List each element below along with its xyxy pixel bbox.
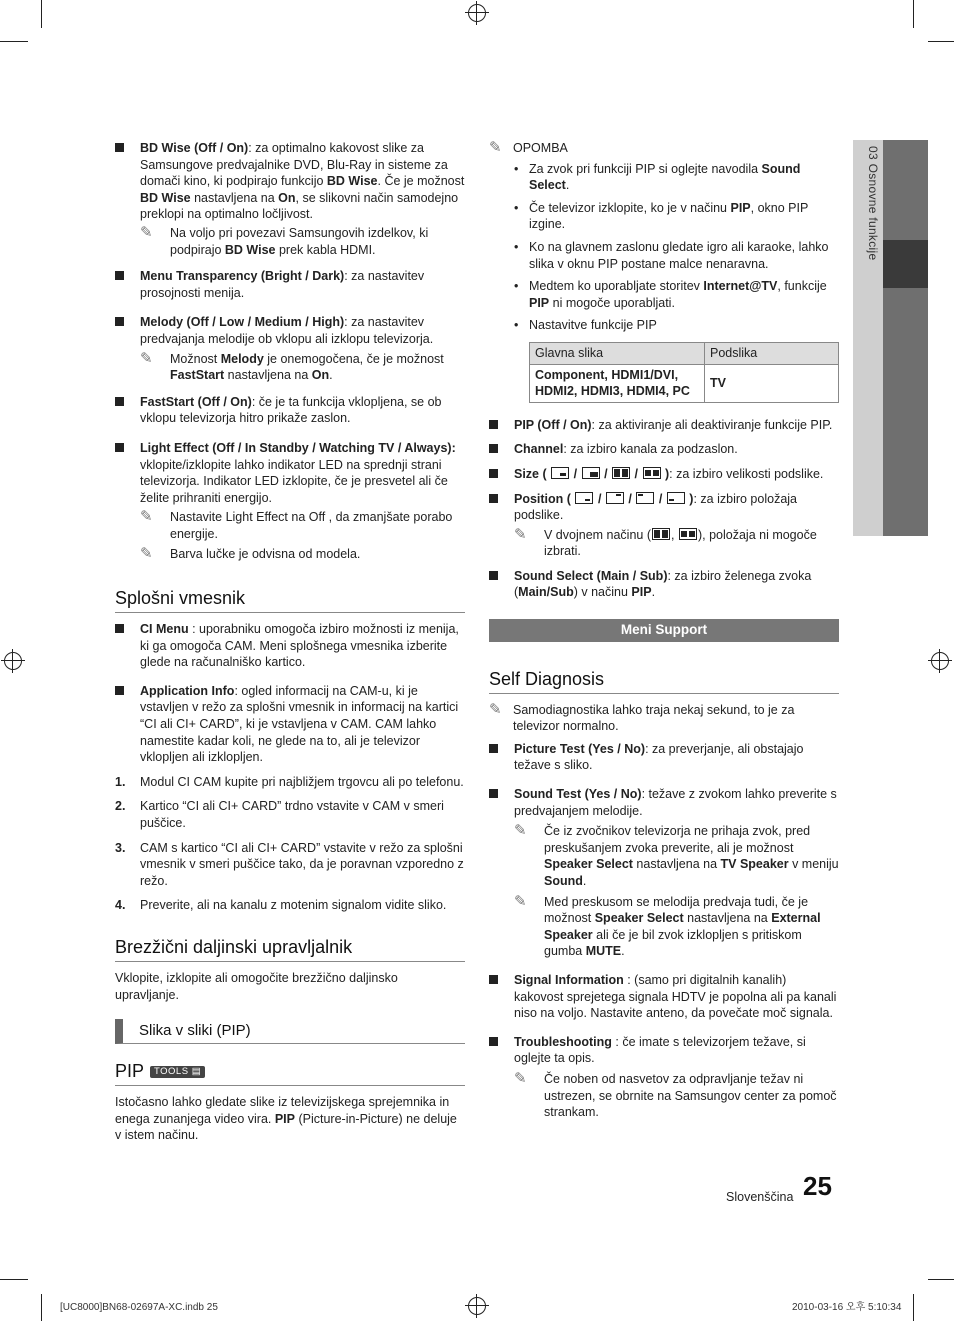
note-pencil-icon: ✎ [514,892,527,910]
pip-large-icon [582,467,600,479]
size-item: Size ( / / / ): za izbiro velikosti podslike. [489,466,839,483]
note-pencil-icon: ✎ [140,508,153,526]
melody-note: ✎ Možnost Melody je onemogočena, če je možnost FastStart nastavljena na On. [140,349,444,383]
bd-wise-item: BD Wise (Off / On): za optimalno kakovost slike za Samsungove predvajalnike DVD, Blu-Ray in sisteme za domači kino, ki podpirajo funkcijo BD Wise. Če je možnost BD Wise nastavljena na On, se slikovni način samodejno preklopi na optimalno ločljivost. [115,140,465,223]
registration-mark-icon [4,652,22,670]
pip-description: Istočasno lahko gledate slike iz televizijskega sprejemnika in enega zunanjega video vira. PIP (Picture-in-Picture) ne deluje v istem načinu. [115,1095,457,1143]
wireless-description: Vklopite, izklopite ali omogočite brezžično daljinsko upravljanje. [115,970,398,1002]
tools-badge: TOOLS ▤ [150,1066,205,1078]
note-pencil-icon: ✎ [140,545,153,563]
crop-mark [0,1279,28,1280]
page-language: Slovenščina [726,1190,794,1204]
bd-wise-note: ✎ Na voljo pri povezavi Samsungovih izdelkov, ki podpirajo BD Wise prek kabla HDMI. [140,223,429,257]
melody-item: Melody (Off / Low / Medium / High): za nastavitev predvajanja melodije ob vklopu ali izklopu televizorja. [115,314,465,347]
note-pencil-icon: ✎ [514,1069,527,1087]
pip-small-icon [551,467,569,479]
bullet-square-icon [489,420,498,429]
print-file-info: [UC8000]BN68-02697A-XC.indb 25 [60,1302,218,1313]
note-pencil-icon: ✎ [489,139,502,156]
sound-select-item: Sound Select (Main / Sub): za izbiro želenega zvoka (Main/Sub) v načinu PIP. [489,568,839,601]
position-bottom-left-icon [667,492,685,504]
light-color-note: ✎ Barva lučke je odvisna od modela. [140,545,361,563]
print-date-info: 2010-03-16 오후 5:10:34 [792,1302,902,1313]
bullet-square-icon [115,686,124,695]
channel-item: Channel: za izbiro kanala za podzaslon. [489,441,839,458]
ci-menu-item: CI Menu : uporabniku omogoča izbiro možnosti iz menija, ki ga omogoča CAM. Meni splošnega vmesnika izberite glede na računalniško kartico. [115,621,465,671]
crop-mark [913,1294,914,1321]
step-item: 1. Modul CI CAM kupite pri najbližjem trgovcu ali po telefonu. [115,774,464,789]
table-cell-main: Component, HDMI1/DVI, HDMI2, HDMI3, HDMI4, PC [530,364,705,402]
menu-transparency-item: Menu Transparency (Bright / Dark): za nastavitev prosojnosti menija. [115,268,465,301]
crop-mark [0,41,28,42]
light-effect-item: Light Effect (Off / In Standby / Watching TV / Always): vklopite/izklopite lahko indikator LED na sprednji strani televizorja. Indikator LED izklopite, če je presvetel ali če želite prihraniti energijo. [115,440,465,506]
position-item: Position ( / / / ): za izbiro položaja podslike. [489,491,839,524]
right-column [489,140,839,1125]
position-top-right-icon [606,492,624,504]
note-list-item: • Za zvok pri funkciji PIP si oglejte navodila Sound Select. [514,161,801,193]
note-pencil-icon: ✎ [140,349,153,367]
crop-mark [928,41,954,42]
crop-mark [41,0,42,28]
section-heading-common-interface: Splošni vmesnik [115,587,465,613]
opomba-heading: ✎ OPOMBA [489,139,568,156]
troubleshooting-item: Troubleshooting : če imate s televizorjem težave, si oglejte ta opis. [489,1034,839,1067]
bullet-square-icon [115,143,124,152]
pip-onoff-item: PIP (Off / On): za aktiviranje ali deaktiviranje funkcije PIP. [489,417,839,434]
note-pencil-icon: ✎ [140,223,153,241]
pip-split-wide-icon [679,528,697,540]
application-info-item: Application Info: ogled informacij na CAM-u, ki je vstavljen v režo za splošni vmesnik in informacij na kartici “CI ali CI+ CARD”, ki je vstavljena v CAM. CAM lahko namestite kadar koli, ne glede na to, ali je televizor vklopljen ali izklopljen. [115,683,465,766]
side-tab-dark [883,140,928,536]
crop-mark [928,1279,954,1280]
sound-test-note: ✎ Če iz zvočnikov televizorja ne prihaja zvok, pred preskušanjem zvoka preverite, ali je možnost Speaker Select nastavljena na TV Speaker v meniju Sound. [514,822,839,888]
side-tab-marker [883,240,928,288]
bullet-square-icon [115,271,124,280]
step-item: 3. CAM s kartico “CI ali CI+ CARD” vstavite v režo za splošni vmesnik v smeri puščice tako, da je poravnan vzporedno z režo. [115,840,464,888]
section-heading-wireless-remote: Brezžični daljinski upravljalnik [115,936,465,962]
bullet-square-icon [489,789,498,798]
bullet-square-icon [115,397,124,406]
bullet-square-icon [115,443,124,452]
note-pencil-icon: ✎ [489,700,502,718]
position-top-left-icon [636,492,654,504]
left-column [115,140,465,1152]
note-pencil-icon: ✎ [514,525,527,543]
subsection-heading-pip: Slika v sliki (PIP) [115,1019,465,1044]
registration-mark-icon [468,1297,486,1315]
bullet-square-icon [115,317,124,326]
position-bottom-right-icon [575,492,593,504]
step-item: 2. Kartico “CI ali CI+ CARD” trdno vstavite v CAM v smeri puščice. [115,799,444,830]
signal-information-item: Signal Information : (samo pri digitalnih kanalih) kakovost sprejetega signala HDTV je popolna ali pa kanali niso na voljo. Nastavite anteno, da povečate moč signala. [489,972,839,1022]
registration-mark-icon [468,4,486,22]
picture-test-item: Picture Test (Yes / No): za preverjanje, ali obstajajo težave s sliko. [489,741,839,774]
note-list-item: • Medtem ko uporabljate storitev Internet@TV, funkcije PIP ni mogoče uporabljati. [514,279,827,310]
bullet-square-icon [489,469,498,478]
crop-mark [41,1294,42,1321]
bullet-square-icon [489,744,498,753]
bullet-square-icon [489,494,498,503]
pip-split-icon [612,467,630,479]
step-item: 4. Preverite, ali na kanalu z motenim signalom vidite sliko. [115,898,447,913]
bullet-square-icon [489,571,498,580]
menu-support-bar: Meni Support [489,619,839,642]
sound-test-note: ✎ Med preskusom se melodija predvaja tudi, če je možnost Speaker Select nastavljena na External Speaker ali če je bil zvok izklopljen s pritiskom gumba MUTE. [514,892,821,959]
note-list-item: • Če televizor izklopite, ko je v načinu PIP, okno PIP izgine. [514,200,809,232]
crop-mark [913,0,914,28]
note-list-item: • Nastavitve funkcije PIP [514,318,657,333]
section-heading-self-diagnosis: Self Diagnosis [489,668,839,694]
pip-split-wide-icon [643,467,661,479]
section-heading-pip: PIP TOOLS ▤ [115,1060,465,1086]
troubleshooting-note: ✎ Če noben od nasvetov za odpravljanje težav ni ustrezen, se obrnite na Samsungov center za pomoč strankam. [514,1069,837,1120]
position-note: ✎ V dvojnem načinu ( , ), položaja ni mogoče izbrati. [514,525,817,559]
note-pencil-icon: ✎ [514,822,527,840]
pip-settings-table [529,342,839,403]
table-cell-sub: TV [705,364,839,402]
bullet-square-icon [489,975,498,984]
table-header-sub: Podslika [705,342,839,364]
note-list-item: • Ko na glavnem zaslonu gledate igro ali karaoke, lahko slika v oknu PIP postane malce nenaravna. [514,239,829,271]
registration-mark-icon [931,652,949,670]
faststart-item: FastStart (Off / On): če je ta funkcija vklopljena, se ob vklopu televizorja hitro prikaže zaslon. [115,394,465,427]
page-number: 25 [803,1171,832,1201]
table-header-main: Glavna slika [530,342,705,364]
light-effect-note: ✎ Nastavite Light Effect na Off , da zmanjšate porabo energije. [140,508,453,541]
self-diagnosis-note: ✎ Samodiagnostika lahko traja nekaj sekund, to je za televizor normalno. [489,700,795,734]
side-tab-label: 03 Osnovne funkcije [866,146,880,261]
bullet-square-icon [489,1037,498,1046]
tools-icon: ▤ [191,1066,202,1078]
bullet-square-icon [489,444,498,453]
pip-split-icon [652,528,670,540]
bullet-square-icon [115,624,124,633]
sound-test-item: Sound Test (Yes / No): težave z zvokom lahko preverite s predvajanjem melodije. [489,786,839,819]
